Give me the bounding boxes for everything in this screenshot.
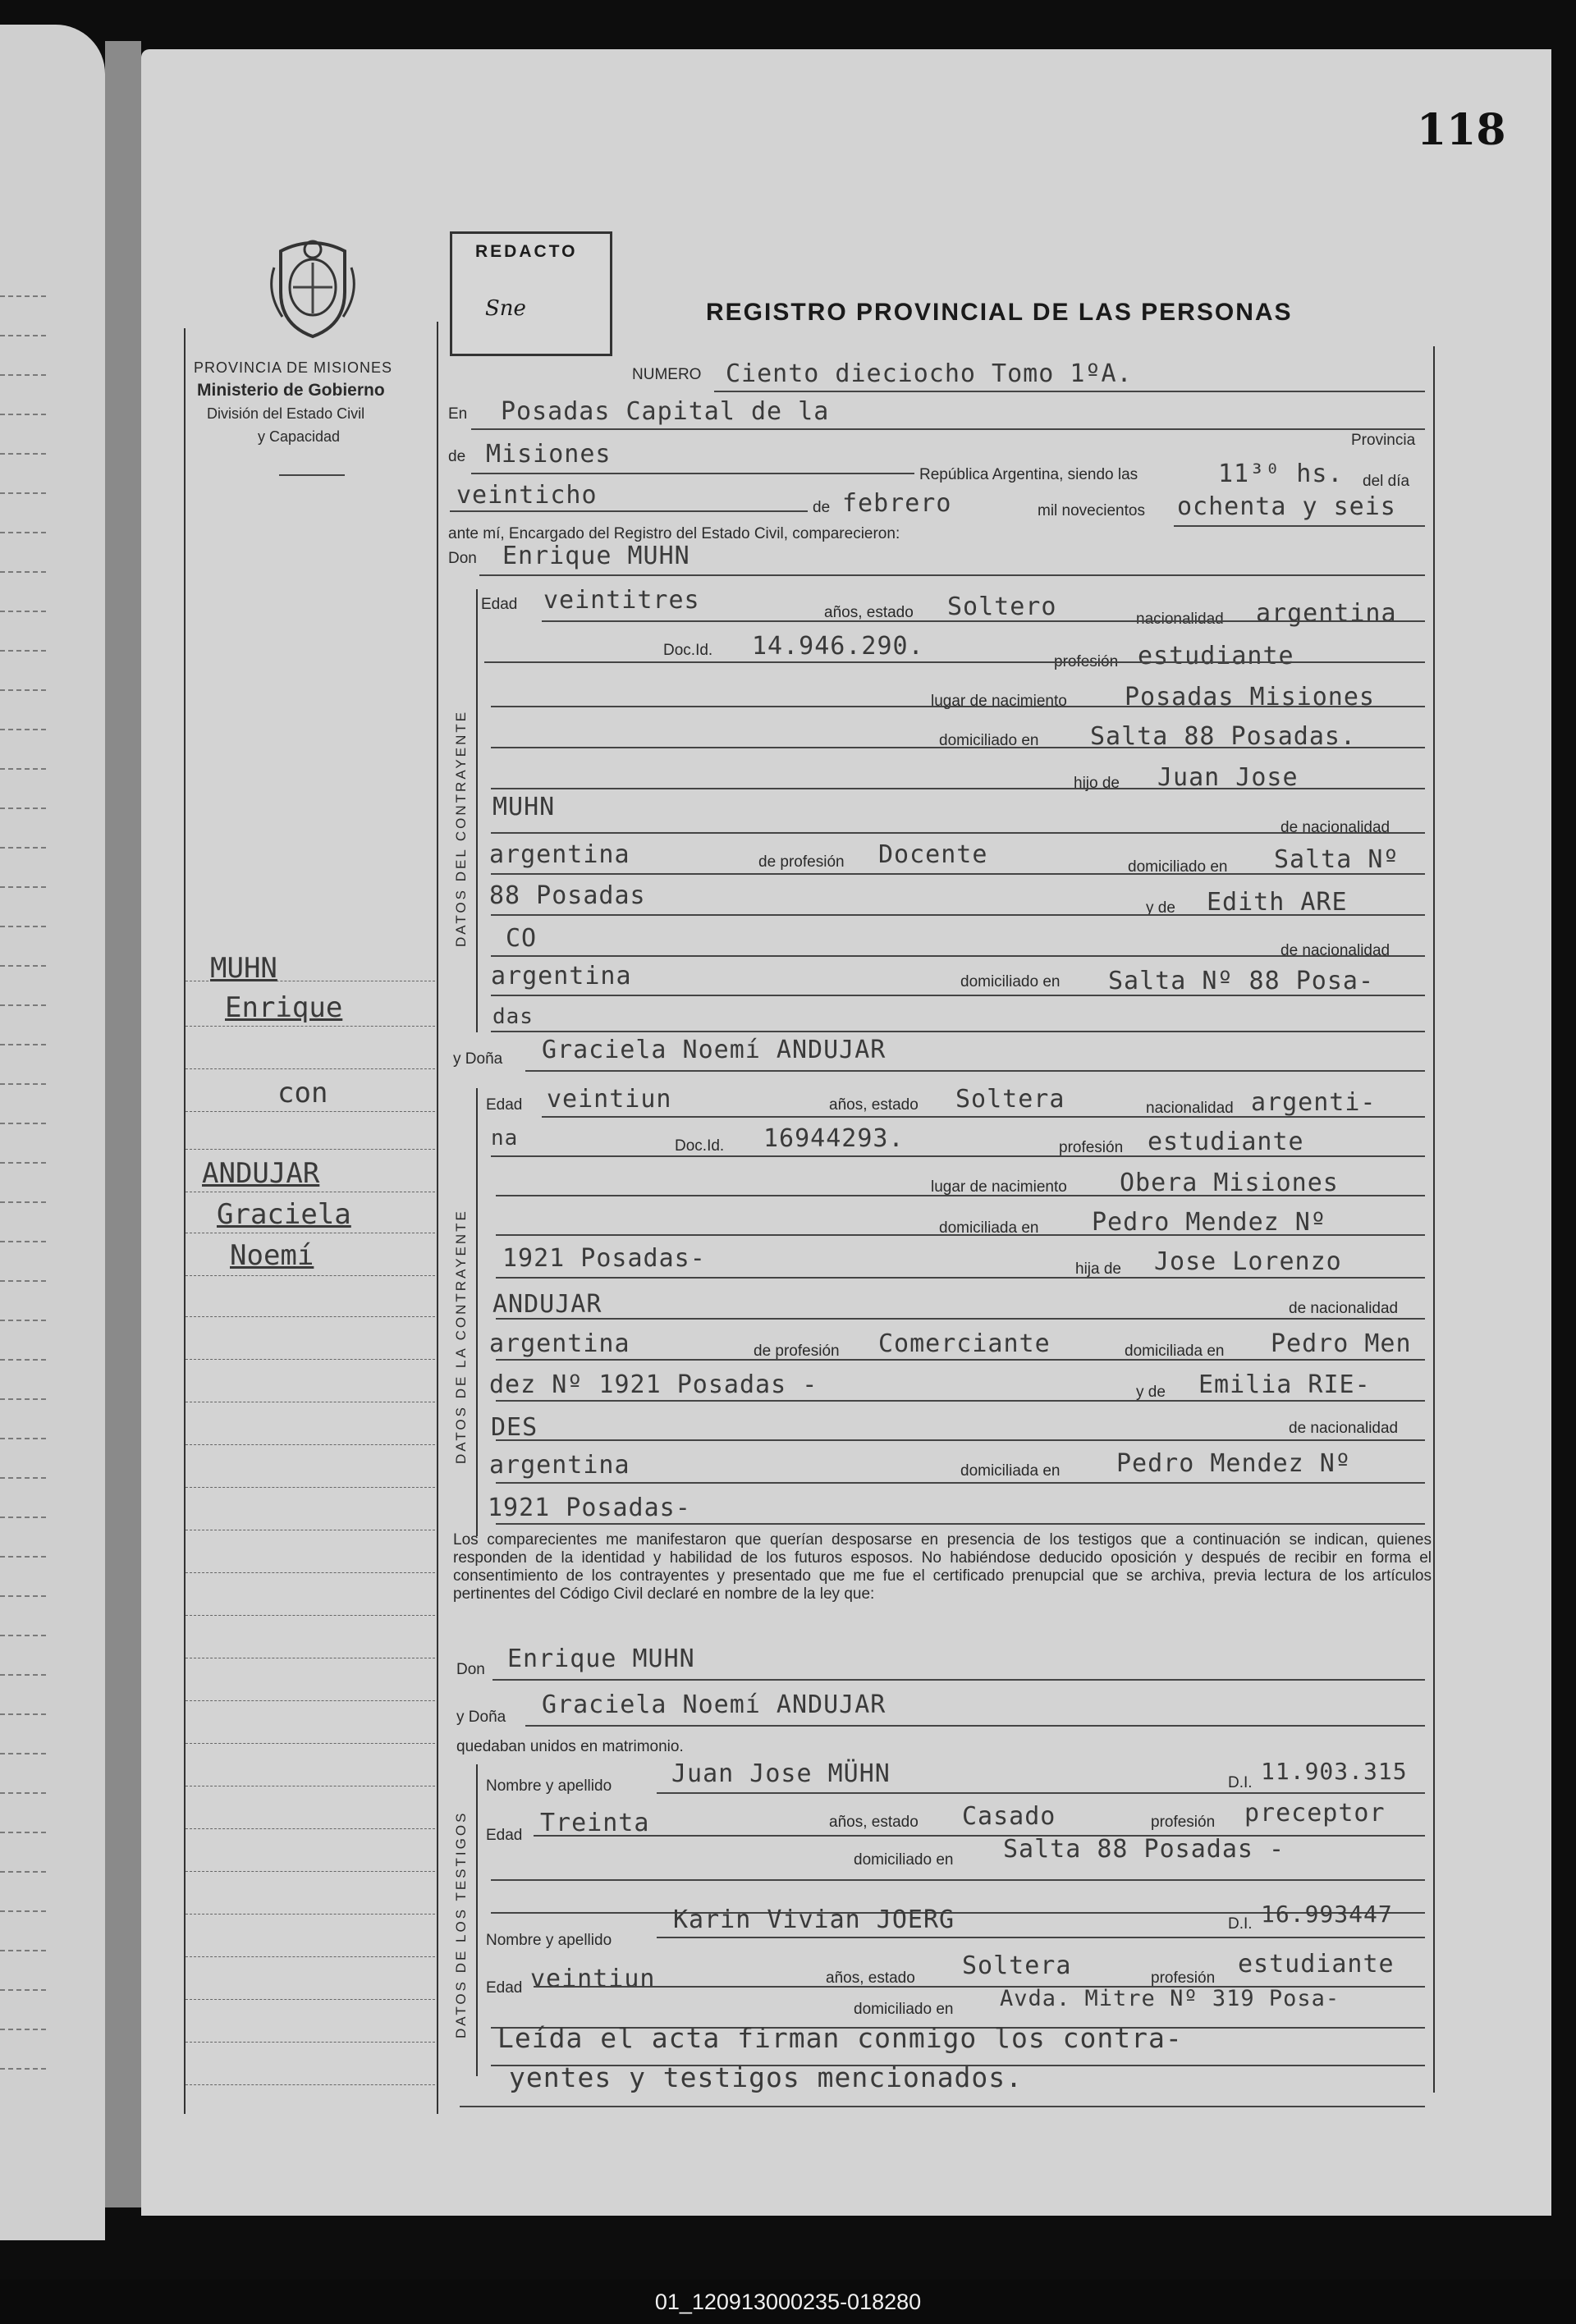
groom-lugar-value: Posadas Misiones xyxy=(1125,683,1375,711)
groom-dom-value: Salta 88 Posadas. xyxy=(1090,722,1357,751)
w1-name: Juan Jose MÜHN xyxy=(671,1759,891,1788)
anio-value: ochenta y seis xyxy=(1177,492,1396,521)
bride-prof-label: profesión xyxy=(1059,1139,1124,1156)
bride-lugar-label: lugar de nacimiento xyxy=(931,1178,1067,1196)
hora-value: 11³⁰ hs. xyxy=(1218,460,1344,488)
provincia-label: Provincia xyxy=(1351,432,1416,449)
groom-edad-label: Edad xyxy=(481,596,518,613)
bride-de-nac-label: de nacionalidad xyxy=(1289,1300,1399,1317)
bride-dom-value1: Pedro Mendez Nº xyxy=(1092,1208,1326,1237)
w1-dom-label: domiciliado en xyxy=(854,1851,954,1869)
groom-padre-dom2: 88 Posadas xyxy=(489,881,646,910)
bride-doc-value: 16944293. xyxy=(763,1124,905,1153)
w1-edad: Treinta xyxy=(540,1809,650,1837)
w1-dom: Salta 88 Posadas - xyxy=(1003,1835,1285,1864)
decl-don-value: Enrique MUHN xyxy=(507,1645,695,1673)
w1-nombre-label: Nombre y apellido xyxy=(486,1777,612,1795)
issuer-province: PROVINCIA DE MISIONES xyxy=(194,359,393,376)
w1-prof: preceptor xyxy=(1244,1799,1386,1828)
groom-padre-dom1: Salta Nº xyxy=(1274,845,1400,874)
bride-padre-dom-label: domiciliada en xyxy=(1125,1343,1225,1360)
bride-madre-dom2: 1921 Posadas- xyxy=(488,1494,691,1522)
bride-padre-value2: ANDUJAR xyxy=(492,1290,602,1319)
groom-lugar-label: lugar de nacimiento xyxy=(931,693,1067,710)
bride-nac-value2: na xyxy=(491,1126,519,1151)
closing-line-1: Leída el acta firman conmigo los contra- xyxy=(497,2022,1183,2054)
margin-connector: con xyxy=(277,1077,328,1109)
bride-padre-dom1: Pedro Men xyxy=(1271,1329,1412,1358)
bride-edad-value: veintiun xyxy=(547,1085,672,1114)
w2-dom-label: domiciliado en xyxy=(854,2001,954,2018)
w1-prof-label: profesión xyxy=(1151,1814,1216,1831)
mes-value: febrero xyxy=(842,489,952,518)
w1-estado: Casado xyxy=(962,1802,1056,1831)
bride-nac-value1: argenti- xyxy=(1251,1088,1377,1117)
witnesses-section-label: DATOS DE LOS TESTIGOS xyxy=(453,1810,469,2038)
groom-nac-label: nacionalidad xyxy=(1136,611,1224,628)
groom-padre-value1: Juan Jose xyxy=(1157,763,1299,792)
groom-hijo-label: hijo de xyxy=(1074,775,1120,792)
quedaban-text: quedaban unidos en matrimonio. xyxy=(456,1738,684,1755)
bride-doc-label: Doc.Id. xyxy=(675,1137,725,1155)
groom-dom-label: domiciliado en xyxy=(939,732,1039,749)
page-number: 118 xyxy=(1417,105,1506,155)
groom-section-label: DATOS DEL CONTRAYENTE xyxy=(453,709,469,947)
dona-value: Graciela Noemí ANDUJAR xyxy=(542,1036,886,1064)
don-value: Enrique MUHN xyxy=(502,542,690,570)
w2-name: Karin Vivian JOERG xyxy=(673,1905,955,1934)
groom-madre-value2: CO xyxy=(506,924,538,953)
issuer-capacity: y Capacidad xyxy=(258,428,341,445)
margin-groom-surname: MUHN xyxy=(210,952,277,985)
bride-prof-value: estudiante xyxy=(1148,1128,1304,1156)
w1-doc: 11.903.315 xyxy=(1261,1758,1408,1785)
bride-padre-value1: Jose Lorenzo xyxy=(1154,1247,1342,1276)
coat-of-arms-icon xyxy=(264,235,361,340)
bride-madre-nac: argentina xyxy=(489,1451,630,1480)
don-label: Don xyxy=(448,550,477,567)
de-label: de xyxy=(448,448,466,465)
margin-bride-name1: Graciela xyxy=(217,1198,351,1231)
bride-de-nac-label-2: de nacionalidad xyxy=(1289,1420,1399,1437)
w2-edad: veintiun xyxy=(530,1965,656,1993)
bride-madre-value2: DES xyxy=(491,1413,538,1442)
groom-y-de-label: y de xyxy=(1146,899,1175,917)
groom-doc-label: Doc.Id. xyxy=(663,642,713,659)
w2-anos-estado-label: años, estado xyxy=(826,1969,915,1987)
groom-padre-dom-label: domiciliado en xyxy=(1128,858,1228,876)
book-spine xyxy=(105,41,141,2207)
bride-madre-dom-label: domiciliada en xyxy=(960,1462,1061,1480)
groom-doc-value: 14.946.290. xyxy=(752,632,924,661)
en-label: En xyxy=(448,405,468,423)
margin-groom-name: Enrique xyxy=(225,991,343,1024)
groom-padre-nac: argentina xyxy=(489,840,630,869)
numero-value: Ciento dieciocho Tomo 1ºA. xyxy=(726,359,1133,388)
de-value: Misiones xyxy=(486,440,612,469)
groom-de-nac-label: de nacionalidad xyxy=(1280,819,1390,836)
groom-de-prof-label: de profesión xyxy=(758,853,845,871)
bride-dom-value2: 1921 Posadas- xyxy=(502,1244,706,1273)
mil-label: mil novecientos xyxy=(1038,502,1145,519)
bride-lugar-value: Obera Misiones xyxy=(1120,1169,1339,1197)
groom-anos-estado-label: años, estado xyxy=(824,604,914,621)
groom-madre-dom-label: domiciliado en xyxy=(960,973,1061,990)
w2-prof-label: profesión xyxy=(1151,1969,1216,1987)
bride-padre-nac: argentina xyxy=(489,1329,630,1358)
groom-prof-label: profesión xyxy=(1054,653,1119,670)
bride-hija-label: hija de xyxy=(1075,1260,1121,1278)
ante-label: ante mí, Encargado del Registro del Estado Civil, comparecieron: xyxy=(448,525,900,542)
w2-doc: 16.993447 xyxy=(1261,1901,1393,1928)
groom-padre-value2: MUHN xyxy=(492,793,556,821)
w2-dom: Avda. Mitre Nº 319 Posa- xyxy=(1000,1986,1340,2011)
groom-edad-value: veintitres xyxy=(543,586,700,615)
issuer-ministry: Ministerio de Gobierno xyxy=(197,381,385,400)
bride-y-de-label: y de xyxy=(1136,1384,1166,1401)
groom-madre-nac: argentina xyxy=(491,962,632,990)
decl-don-label: Don xyxy=(456,1661,485,1678)
dona-label: y Doña xyxy=(453,1050,503,1068)
decl-dona-value: Graciela Noemí ANDUJAR xyxy=(542,1690,886,1719)
bride-section-label: DATOS DE LA CONTRAYENTE xyxy=(453,1209,469,1464)
bride-madre-dom1: Pedro Mendez Nº xyxy=(1116,1449,1351,1478)
groom-madre-dom1: Salta Nº 88 Posa- xyxy=(1108,967,1375,995)
del-dia-label: del día xyxy=(1363,473,1410,490)
bride-edad-label: Edad xyxy=(486,1096,523,1114)
w1-edad-label: Edad xyxy=(486,1827,523,1844)
left-page-edge xyxy=(0,25,105,2240)
w2-edad-label: Edad xyxy=(486,1979,523,1997)
issuer-division: División del Estado Civil xyxy=(207,405,365,422)
stamp-initials: Sne xyxy=(485,296,526,321)
bride-estado-value: Soltera xyxy=(955,1085,1065,1114)
redacto-stamp xyxy=(450,231,612,356)
bride-anos-estado-label: años, estado xyxy=(829,1096,919,1114)
groom-estado-value: Soltero xyxy=(947,592,1057,621)
dia-value: veinticho xyxy=(456,481,598,510)
bride-padre-dom2: dez Nº 1921 Posadas - xyxy=(489,1370,818,1399)
w2-estado: Soltera xyxy=(962,1951,1072,1980)
margin-bride-surname: ANDUJAR xyxy=(202,1157,320,1190)
groom-nac-value: argentina xyxy=(1256,599,1397,628)
declaration-text: Los comparecientes me manifestaron que querían desposarse en presencia de los testigos que a continuación se indican, quienes responden de la identidad y habilidad de los futuros esposos. No habiéndose deducido oposición y después de recibir en forma el consentimiento de los contrayentes y presentado que me fue el certificado prenupcial que se archiva, previa lectura de los artículos pertinentes del Código Civil declaré en nombre de la ley que: xyxy=(453,1531,1432,1603)
groom-padre-prof: Docente xyxy=(878,840,988,869)
stamp-label: REDACTO xyxy=(475,242,578,261)
w2-doc-label: D.I. xyxy=(1228,1915,1253,1933)
closing-line-2: yentes y testigos mencionados. xyxy=(509,2061,1024,2093)
w1-anos-estado-label: años, estado xyxy=(829,1814,919,1831)
groom-madre-value1: Edith ARE xyxy=(1207,888,1348,917)
document-title: REGISTRO PROVINCIAL DE LAS PERSONAS xyxy=(706,299,1293,326)
groom-prof-value: estudiante xyxy=(1138,642,1294,670)
numero-label: NUMERO xyxy=(632,366,702,383)
de-label-2: de xyxy=(813,499,831,516)
groom-de-nac-label-2: de nacionalidad xyxy=(1280,942,1390,959)
bride-padre-prof: Comerciante xyxy=(878,1329,1051,1358)
scan-code: 01_120913000235-018280 xyxy=(654,2290,922,2314)
w2-prof: estudiante xyxy=(1238,1950,1395,1979)
bride-nac-label: nacionalidad xyxy=(1146,1100,1234,1117)
republica-label: República Argentina, siendo las xyxy=(919,466,1138,483)
w2-nombre-label: Nombre y apellido xyxy=(486,1932,612,1949)
w1-doc-label: D.I. xyxy=(1228,1774,1253,1791)
bride-madre-value1: Emilia RIE- xyxy=(1198,1370,1371,1399)
en-value: Posadas Capital de la xyxy=(501,397,830,426)
bride-dom-label: domiciliada en xyxy=(939,1219,1039,1237)
bride-de-prof-label: de profesión xyxy=(754,1343,840,1360)
groom-madre-dom2: das xyxy=(492,1004,534,1029)
margin-bride-name2: Noemí xyxy=(230,1239,314,1272)
decl-dona-label: y Doña xyxy=(456,1709,506,1726)
